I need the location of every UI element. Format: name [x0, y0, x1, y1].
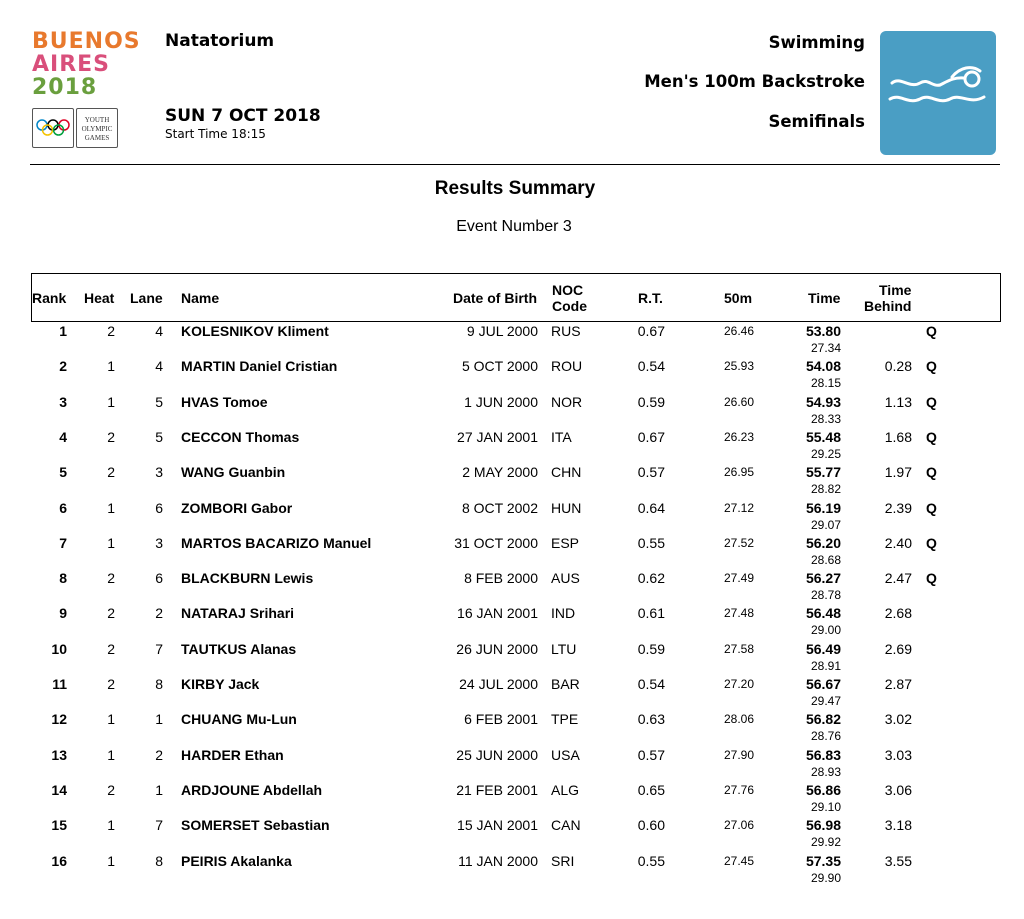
lane-cell: 6 [155, 499, 163, 516]
col-heat: Heat [84, 290, 115, 306]
heat-cell: 1 [107, 534, 115, 551]
rank-cell: 4 [59, 428, 67, 445]
table-row [0, 605, 1024, 640]
reaction-time: 0.55 [637, 852, 665, 869]
noc-code: HUN [551, 499, 582, 516]
rank-cell: 14 [51, 781, 67, 798]
final-time: 57.35 [805, 852, 841, 869]
reaction-time: 0.54 [637, 676, 665, 692]
second-split: 28.68 [810, 552, 841, 567]
col-noc-line2: Code [552, 298, 587, 314]
lane-cell: 5 [155, 428, 163, 445]
reaction-time: 0.57 [637, 464, 665, 481]
table-row [0, 500, 1024, 535]
athlete-name: WANG Guanbin [181, 464, 286, 481]
reaction-time: 0.59 [637, 640, 665, 657]
final-time: 55.48 [805, 428, 841, 445]
reaction-time: 0.62 [637, 570, 665, 587]
col-rt: R.T. [638, 290, 663, 306]
noc-code: LTU [551, 640, 577, 657]
athlete-name: SOMERSET Sebastian [181, 817, 330, 834]
date-of-birth: 26 JUN 2000 [456, 640, 538, 657]
heat-cell: 2 [107, 676, 115, 692]
lane-cell: 1 [155, 711, 163, 728]
header-divider [30, 164, 1000, 165]
split-50m: 27.52 [723, 535, 754, 550]
table-row [0, 535, 1024, 570]
lane-cell: 2 [155, 605, 163, 622]
final-time: 56.49 [805, 640, 841, 657]
second-split: 27.34 [810, 341, 841, 355]
heat-cell: 1 [107, 746, 115, 763]
split-50m: 27.45 [723, 853, 754, 868]
heat-cell: 1 [107, 499, 115, 516]
lane-cell: 3 [155, 464, 163, 481]
second-split: 29.25 [810, 446, 841, 461]
table-row [0, 464, 1024, 499]
athlete-name: ZOMBORI Gabor [181, 499, 293, 516]
second-split: 29.90 [810, 870, 841, 885]
event-name: Men's 100m Backstroke [644, 72, 865, 91]
noc-code: USA [551, 746, 580, 763]
final-time: 54.08 [805, 358, 841, 375]
split-50m: 25.93 [723, 359, 754, 374]
heat-cell: 2 [107, 781, 115, 798]
col-dob: Date of Birth [453, 290, 537, 306]
table-row [0, 429, 1024, 464]
rank-cell: 6 [59, 499, 67, 516]
noc-code: ALG [551, 781, 580, 798]
lane-cell: 5 [155, 393, 163, 410]
noc-code: RUS [551, 323, 581, 339]
lane-cell: 7 [155, 817, 163, 834]
lane-cell: 2 [155, 746, 163, 763]
split-50m: 27.06 [723, 818, 754, 833]
date-of-birth: 27 JAN 2001 [457, 428, 538, 445]
qualified-mark: Q [926, 428, 937, 445]
table-row [0, 676, 1024, 711]
col-50m: 50m [724, 290, 753, 306]
final-time: 55.77 [805, 464, 841, 481]
time-behind: 3.03 [884, 746, 912, 763]
qualified-mark: Q [926, 499, 937, 516]
athlete-name: KIRBY Jack [181, 676, 260, 692]
heat-cell: 2 [107, 605, 115, 622]
second-split: 28.91 [810, 658, 841, 673]
rank-cell: 12 [51, 711, 67, 728]
split-50m: 26.46 [723, 324, 754, 338]
noc-code: SRI [551, 852, 575, 869]
table-row [0, 323, 1024, 358]
date-of-birth: 6 FEB 2001 [464, 711, 538, 728]
athlete-name: MARTOS BACARIZO Manuel [181, 534, 372, 551]
col-behind-line1: Time [879, 282, 912, 298]
lane-cell: 1 [155, 781, 163, 798]
rank-cell: 5 [59, 464, 67, 481]
lane-cell: 3 [155, 534, 163, 551]
noc-code: AUS [551, 570, 580, 587]
second-split: 29.92 [810, 835, 841, 850]
col-lane: Lane [130, 290, 163, 306]
final-time: 56.48 [805, 605, 841, 622]
rank-cell: 13 [51, 746, 67, 763]
time-behind: 3.18 [884, 817, 912, 834]
time-behind: 3.02 [884, 711, 912, 728]
second-split: 28.82 [810, 482, 841, 497]
final-time: 56.98 [805, 817, 841, 834]
table-row [0, 747, 1024, 782]
table-row [0, 711, 1024, 746]
athlete-name: PEIRIS Akalanka [181, 852, 292, 869]
time-behind: 2.68 [884, 605, 912, 622]
time-behind: 3.55 [884, 852, 912, 869]
date-of-birth: 1 JUN 2000 [464, 393, 538, 410]
col-behind-line2: Behind [864, 298, 912, 314]
split-50m: 26.60 [723, 394, 754, 409]
lane-cell: 4 [155, 358, 163, 375]
lane-cell: 6 [155, 570, 163, 587]
date-of-birth: 15 JAN 2001 [457, 817, 538, 834]
reaction-time: 0.64 [637, 499, 665, 516]
logo-line-3: 2018 [32, 75, 98, 100]
second-split: 29.00 [810, 623, 841, 638]
reaction-time: 0.61 [637, 605, 665, 622]
reaction-time: 0.60 [637, 817, 665, 834]
lane-cell: 8 [155, 676, 163, 692]
final-time: 56.86 [805, 781, 841, 798]
split-50m: 26.23 [723, 429, 754, 444]
reaction-time: 0.65 [637, 781, 665, 798]
qualified-mark: Q [926, 570, 937, 587]
noc-code: ITA [551, 428, 572, 445]
final-time: 54.93 [805, 393, 841, 410]
yog-text-2: OLYMPIC [81, 125, 113, 133]
yog-text-1: YOUTH [84, 116, 110, 124]
athlete-name: MARTIN Daniel Cristian [181, 358, 338, 375]
split-50m: 27.48 [723, 606, 754, 621]
event-date: SUN 7 OCT 2018 [165, 106, 321, 126]
heat-cell: 1 [107, 817, 115, 834]
date-of-birth: 25 JUN 2000 [456, 746, 538, 763]
event-number: Event Number 3 [456, 218, 572, 235]
heat-cell: 1 [107, 852, 115, 869]
time-behind: 1.13 [884, 393, 912, 410]
athlete-name: BLACKBURN Lewis [181, 570, 314, 587]
logo-line-2: AIRES [32, 52, 111, 77]
split-50m: 26.95 [723, 465, 754, 480]
second-split: 28.76 [810, 729, 841, 744]
time-behind: 2.40 [884, 534, 912, 551]
reaction-time: 0.55 [637, 534, 665, 551]
noc-code: ROU [551, 358, 583, 375]
phase-name: Semifinals [768, 112, 865, 131]
table-row [0, 641, 1024, 676]
heat-cell: 2 [107, 464, 115, 481]
table-row [0, 394, 1024, 429]
qualified-mark: Q [926, 323, 937, 339]
venue-name: Natatorium [165, 31, 275, 51]
rank-cell: 2 [59, 358, 67, 375]
table-row [0, 782, 1024, 817]
rank-cell: 15 [51, 817, 67, 834]
date-of-birth: 2 MAY 2000 [462, 464, 538, 481]
col-noc-line1: NOC [552, 282, 584, 298]
qualified-mark: Q [926, 534, 937, 551]
olympic-rings-icon [32, 108, 74, 148]
rank-cell: 3 [59, 393, 67, 410]
reaction-time: 0.54 [637, 358, 665, 375]
athlete-name: HARDER Ethan [181, 746, 284, 763]
col-time: Time [808, 290, 841, 306]
athlete-name: ARDJOUNE Abdellah [181, 781, 323, 798]
date-of-birth: 9 JUL 2000 [466, 323, 538, 339]
date-of-birth: 5 OCT 2000 [461, 358, 538, 375]
col-rank: Rank [32, 290, 67, 306]
date-of-birth: 24 JUL 2000 [459, 676, 538, 692]
table-row [0, 358, 1024, 393]
rank-cell: 9 [59, 605, 67, 622]
heat-cell: 1 [107, 393, 115, 410]
noc-code: NOR [551, 393, 583, 410]
yog-text-3: GAMES [84, 134, 110, 142]
rank-cell: 1 [59, 323, 67, 339]
col-name: Name [181, 290, 220, 306]
noc-code: BAR [551, 676, 580, 692]
qualified-mark: Q [926, 358, 937, 375]
date-of-birth: 21 FEB 2001 [456, 781, 538, 798]
second-split: 28.93 [810, 764, 841, 779]
athlete-name: KOLESNIKOV Kliment [181, 323, 329, 339]
reaction-time: 0.63 [637, 711, 665, 728]
rank-cell: 10 [51, 640, 67, 657]
second-split: 28.33 [810, 411, 841, 426]
qualified-mark: Q [926, 464, 937, 481]
split-50m: 27.76 [723, 782, 754, 797]
table-row [0, 570, 1024, 605]
reaction-time: 0.57 [637, 746, 665, 763]
heat-cell: 2 [107, 323, 115, 339]
split-50m: 27.12 [723, 500, 754, 515]
second-split: 29.07 [810, 517, 841, 532]
time-behind: 2.47 [884, 570, 912, 587]
date-of-birth: 11 JAN 2000 [458, 852, 538, 869]
lane-cell: 4 [155, 323, 163, 339]
rank-cell: 16 [51, 852, 67, 869]
heat-cell: 1 [107, 358, 115, 375]
heat-cell: 2 [107, 428, 115, 445]
start-time: Start Time 18:15 [165, 127, 266, 141]
sport-name: Swimming [768, 33, 865, 52]
rank-cell: 11 [52, 676, 67, 692]
final-time: 56.67 [805, 676, 841, 692]
qualified-mark: Q [926, 393, 937, 410]
final-time: 56.27 [805, 570, 841, 587]
page-title: Results Summary [434, 178, 596, 199]
date-of-birth: 8 FEB 2000 [464, 570, 538, 587]
split-50m: 27.58 [723, 641, 754, 656]
split-50m: 27.90 [723, 747, 754, 762]
heat-cell: 2 [107, 570, 115, 587]
lane-cell: 7 [155, 640, 163, 657]
noc-code: CAN [551, 817, 581, 834]
youth-olympic-games-badge [76, 108, 118, 148]
athlete-name: CHUANG Mu-Lun [181, 711, 297, 728]
second-split: 29.10 [810, 799, 841, 814]
split-50m: 28.06 [723, 712, 754, 727]
time-behind: 0.28 [884, 358, 912, 375]
second-split: 29.47 [810, 694, 841, 708]
athlete-name: NATARAJ Srihari [181, 605, 295, 622]
time-behind: 3.06 [884, 781, 912, 798]
noc-code: IND [551, 605, 576, 622]
noc-code: TPE [551, 711, 579, 728]
swimmer-icon [880, 31, 996, 155]
time-behind: 2.87 [884, 676, 912, 692]
final-time: 56.20 [805, 534, 841, 551]
reaction-time: 0.67 [637, 323, 665, 339]
athlete-name: TAUTKUS Alanas [181, 640, 297, 657]
buenos-aires-2018-logo [32, 29, 141, 100]
second-split: 28.15 [810, 376, 841, 391]
final-time: 56.83 [805, 746, 841, 763]
logo-line-1: BUENOS [32, 29, 141, 54]
date-of-birth: 16 JAN 2001 [457, 605, 538, 622]
time-behind: 2.39 [884, 499, 912, 516]
date-of-birth: 8 OCT 2002 [461, 499, 538, 516]
noc-code: ESP [551, 534, 580, 551]
reaction-time: 0.67 [637, 428, 665, 445]
reaction-time: 0.59 [637, 393, 665, 410]
athlete-name: CECCON Thomas [181, 428, 300, 445]
time-behind: 1.97 [884, 464, 912, 481]
lane-cell: 8 [155, 852, 163, 869]
athlete-name: HVAS Tomoe [181, 393, 268, 410]
heat-cell: 1 [107, 711, 115, 728]
heat-cell: 2 [107, 640, 115, 657]
final-time: 53.80 [805, 323, 841, 339]
split-50m: 27.20 [723, 677, 754, 691]
split-50m: 27.49 [723, 571, 754, 586]
rank-cell: 8 [59, 570, 67, 587]
second-split: 28.78 [810, 588, 841, 603]
table-row [0, 817, 1024, 852]
final-time: 56.19 [805, 499, 841, 516]
final-time: 56.82 [805, 711, 841, 728]
rank-cell: 7 [59, 534, 67, 551]
time-behind: 2.69 [884, 640, 912, 657]
time-behind: 1.68 [884, 428, 912, 445]
noc-code: CHN [551, 464, 582, 481]
table-row [0, 853, 1024, 888]
date-of-birth: 31 OCT 2000 [454, 534, 538, 551]
